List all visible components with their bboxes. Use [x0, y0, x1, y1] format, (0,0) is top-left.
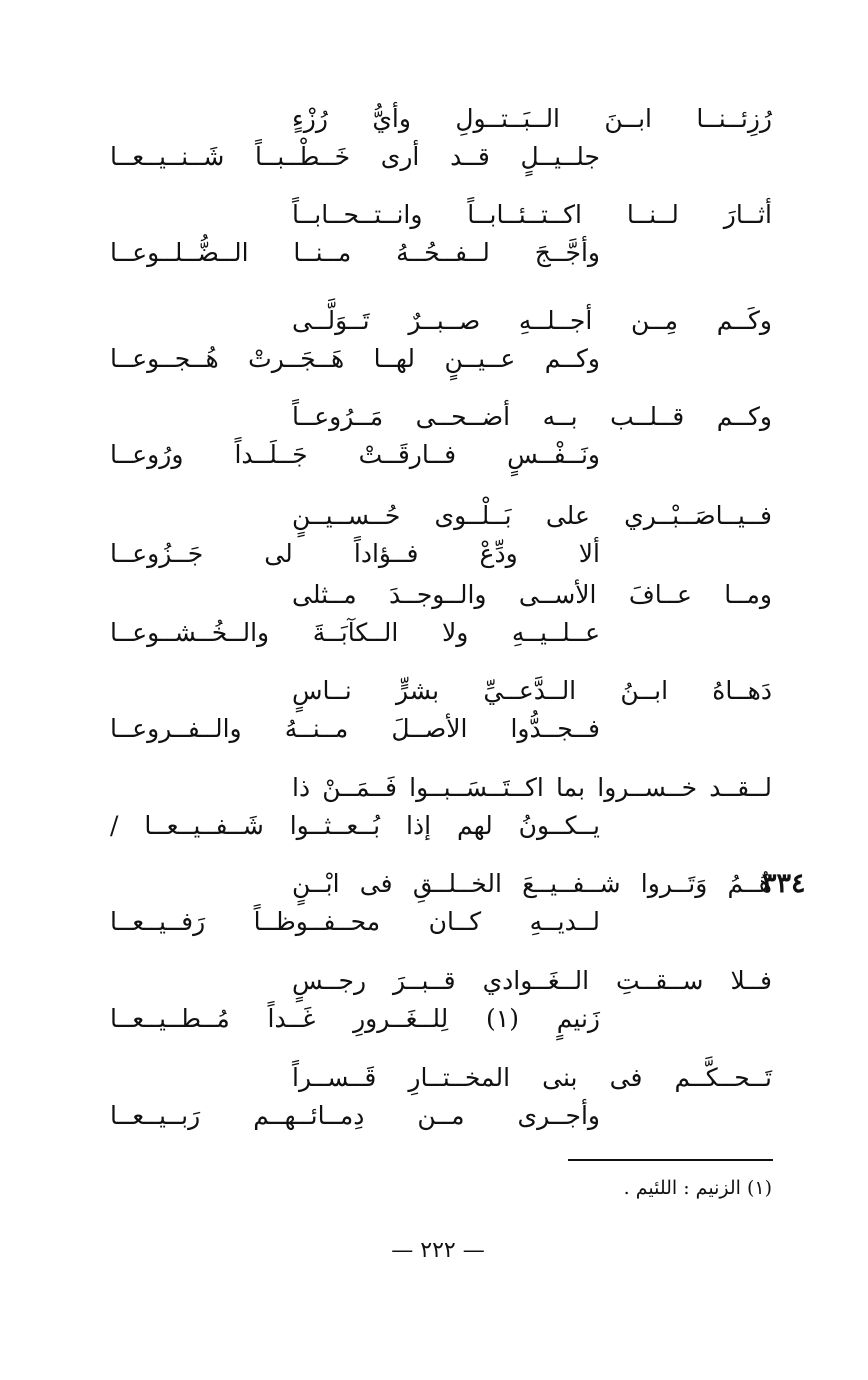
verse-stanza: [0, 498, 868, 588]
verse-line: فــجــدُّوا الأصــلَ مــنــهُ والــفــروعــا: [110, 714, 600, 743]
verse-line: وكــم عــيــنٍ لهــا هَــجَــرتْ هُــجــوعــا: [110, 344, 600, 373]
page-number: — ٢٢٢ —: [391, 1238, 485, 1263]
verse-line: جلــيــلٍ قــد أرى خَــطْــبــاً شَــنــيــعــا: [110, 142, 600, 171]
verse-stanza: [0, 197, 868, 287]
verse-line: لــقــد خــســروا بما اكــتَــسَــبــوا فَــمَــنْ ذا: [292, 773, 772, 802]
verse-line: ومــا عــافَ الأســى والــوجــدَ مــثلى: [292, 580, 772, 609]
verse-stanza: [0, 1060, 868, 1150]
verse-line: فــيــاصَــبْــري على بَــلْــوى حُــســيــنٍ: [292, 501, 772, 530]
verse-stanza: [0, 577, 868, 667]
verse-line: تَــحــكَّــم فى بنى المخــتــارِ قَــســراً: [292, 1063, 772, 1092]
verse-stanza: [0, 963, 868, 1053]
footnote: (١) الزنيم : اللئيم .: [623, 1177, 772, 1199]
verse-line: أثــارَ لــنــا اكــتــئــابــاً وانــتــحــابــاً: [292, 200, 772, 229]
verse-line: دَهــاهُ ابــنُ الــدَّعــيِّ بشرٍّ نــاسٍ: [292, 676, 772, 705]
verse-line: رُزِئــنــا ابــنَ الــبَــتــولِ وأيُّ رُزْءٍ: [292, 104, 772, 133]
verse-line: يــكــونُ لهم إذا بُــعــثــوا شَــفــيــعــا /: [110, 811, 600, 840]
verse-line: وأجــرى مــن دِمــائــهــم رَبــيــعــا: [110, 1101, 600, 1130]
verse-line: زَنيمٍ (١) لِلــغَــرورِ غَــداً مُــطــيــعــا: [110, 1004, 600, 1033]
verse-stanza: [0, 866, 868, 956]
marginal-number: ٣٣٤: [762, 868, 806, 899]
verse-line: ونَــفْــسٍ فــارقَــتْ جَــلَــداً ورُوعــا: [110, 440, 600, 469]
footnote-separator: [568, 1159, 773, 1161]
verse-stanza: [0, 303, 868, 393]
verse-line: فــلا ســقــتِ الــغَــوادي قــبــرَ رجــسٍ: [292, 966, 772, 995]
verse-line: هُــمُ وَتَــروا شــفــيــعَ الخــلــقِ فى ابْــنٍ: [292, 869, 772, 898]
verse-line: وكــم قــلــب بــه أضــحــى مَــرُوعــاً: [292, 402, 772, 431]
verse-line: لــديــهِ كــان محــفــوظــاً رَفــيــعــا: [110, 907, 600, 936]
verse-stanza: [0, 101, 868, 191]
verse-stanza: [0, 673, 868, 763]
verse-stanza: [0, 770, 868, 860]
verse-line: ألا ودِّعْ فــؤاداً لى جَــزُوعــا: [110, 539, 600, 568]
verse-line: عــلــيــهِ ولا الــكآبَــةَ والــخُــشــوعــا: [110, 618, 600, 647]
verse-line: وكَــم مِــن أجــلــهِ صــبــرٌ تَــوَلَّــى: [292, 306, 772, 335]
verse-line: وأجَّــجَ لــفــحُــهُ مــنــا الــضُّــلــوعــا: [110, 238, 600, 267]
verse-stanza: [0, 399, 868, 489]
